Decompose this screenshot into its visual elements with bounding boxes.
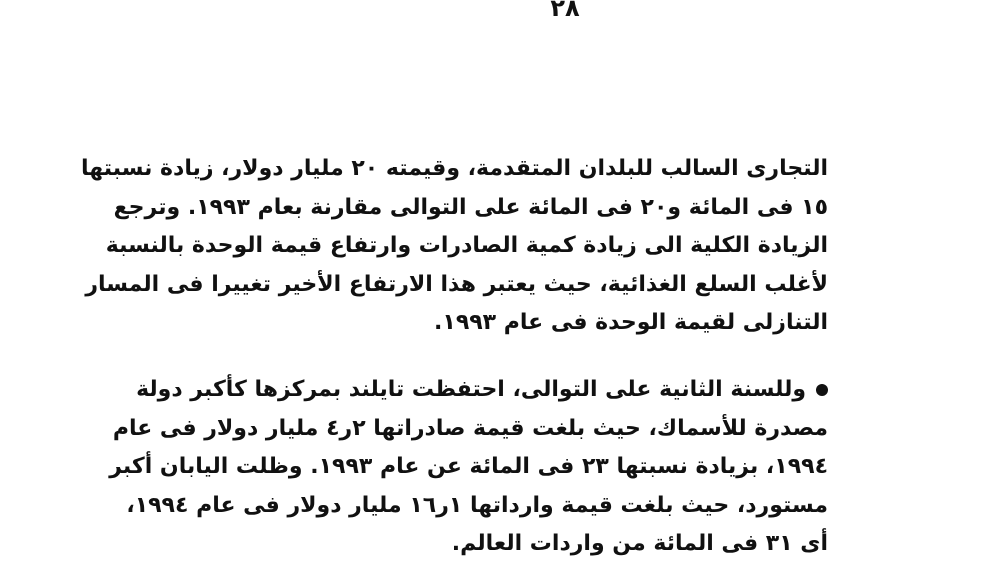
paragraph-line: أى ٣١ فى المائة من واردات العالم.	[451, 531, 828, 556]
paragraph-line: ١٩٩٤، بزيادة نسبتها ٢٣ فى المائة عن عام ١٩٩٣. وظلت اليابان أكبر	[109, 454, 828, 479]
paragraph-line-text: وللسنة الثانية على التوالى، احتفظت تايلند بمركزها كأكبر دولة	[136, 377, 806, 402]
paragraph-line: التنازلى لقيمة الوحدة فى عام ١٩٩٣.	[434, 310, 828, 335]
paragraph-line: لأغلب السلع الغذائية، حيث يعتبر هذا الارتفاع الأخير تغييرا فى المسار	[85, 271, 828, 297]
paragraph-line: مستورد، حيث بلغت قيمة وارداتها ١ر١٦ مليار دولار فى عام ١٩٩٤،	[126, 492, 828, 518]
paragraph-line: الزيادة الكلية الى زيادة كمية الصادرات وارتفاع قيمة الوحدة بالنسبة	[105, 233, 828, 258]
paragraph-food-trade	[80, 150, 828, 343]
paragraph-line-with-bullet	[136, 371, 828, 410]
bullet-point-icon	[816, 384, 828, 396]
paragraph-line: مصدرة للأسماك، حيث بلغت قيمة صادراتها ٢ر٤ مليار دولار فى عام	[112, 415, 828, 441]
page-number: ٢٨	[550, 0, 580, 22]
paragraph-line: ١٥ فى المائة و٢٠ فى المائة على التوالى مقارنة بعام ١٩٩٣. وترجع	[113, 194, 828, 220]
paragraph-fish-exporters	[109, 371, 828, 564]
paragraph-line: التجارى السالب للبلدان المتقدمة، وقيمته ٢٠ مليار دولار، زيادة نسبتها	[80, 156, 828, 181]
